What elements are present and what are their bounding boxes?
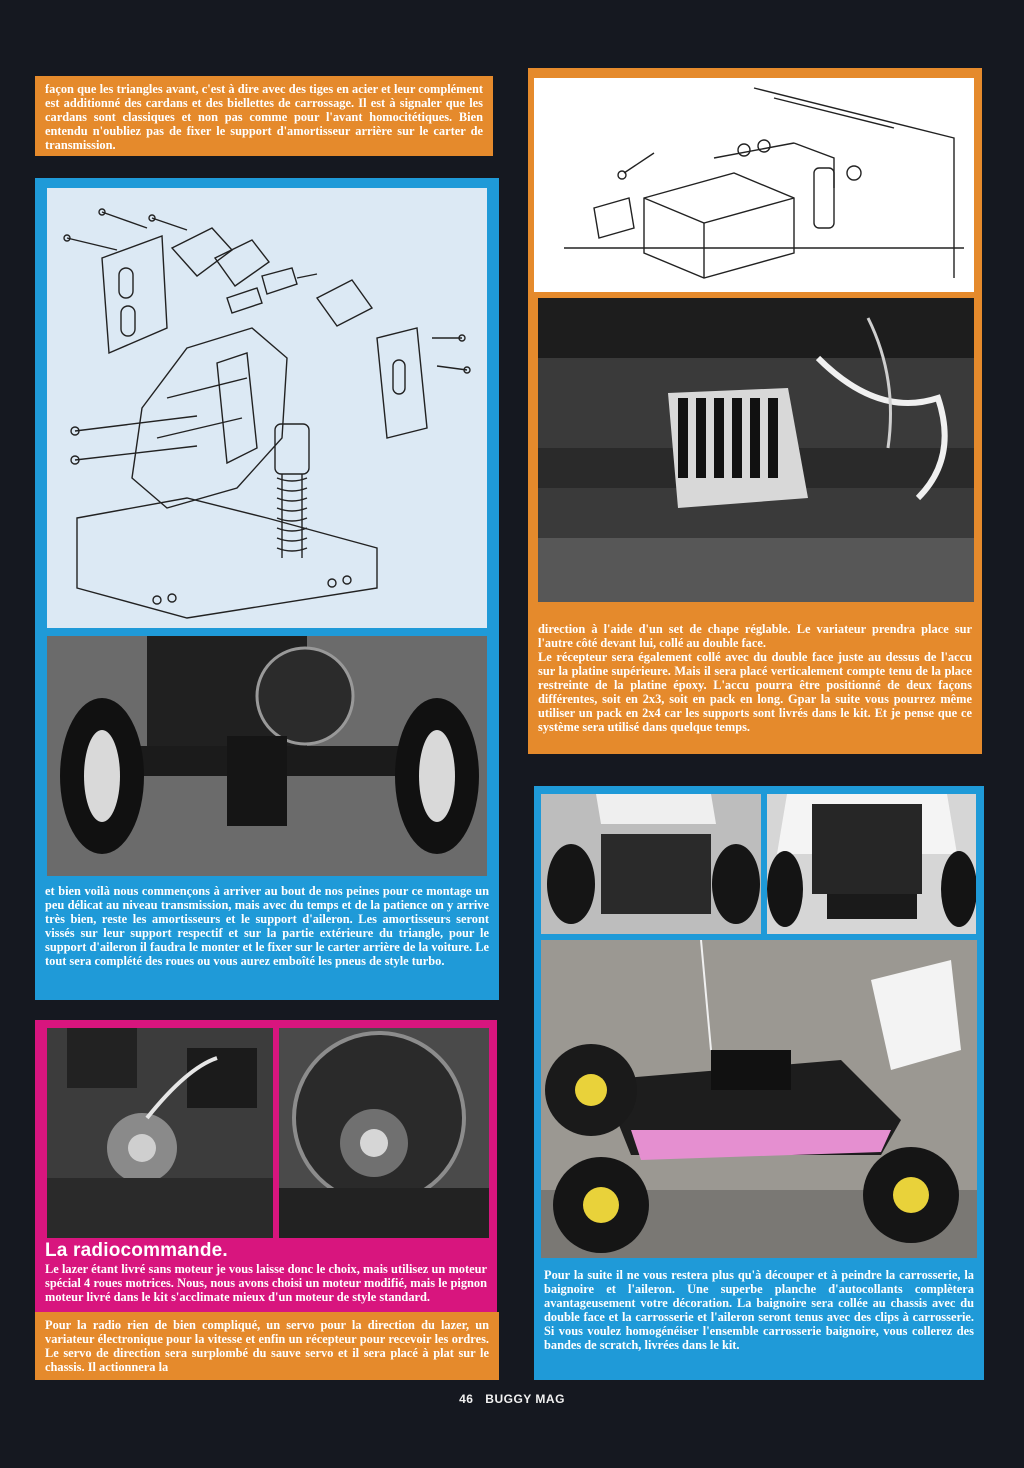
right-blue-text-box xyxy=(534,1262,984,1380)
radio-text: Le lazer étant livré sans moteur je vous laisse donc le choix, mais utilisez un moteur spécial 4 roues motrices. Nous, nous avons choisi un moteur modifié, mais le pignon moteur livré dans le kit s'acclimate mieux d'un moteur de style standard. xyxy=(45,1262,487,1304)
right-orange-text-box xyxy=(528,616,982,754)
page-number: 46 xyxy=(459,1392,474,1406)
page-footer xyxy=(0,1392,1024,1406)
middle-left-text-box xyxy=(35,878,499,998)
buggy-front-photo xyxy=(541,794,761,934)
steering-servo-photo xyxy=(47,1028,273,1238)
right-blue-text: Pour la suite il ne vous restera plus qu'à découper et à peindre la carrosserie, la baignoire et l'aileron. Une superbe planche d'autocollants complètera avantageusement votre décoration. La baignoire sera collée au chassis avec du double face et la carrosserie et l'aileron seront tenus avec des clips à carrosserie. Si vous voulez homogénéiser l'ensemble carrosserie baignoire, vous collerez des bandes de scratch, livrées dans le kit. xyxy=(544,1268,974,1352)
magazine-name: BUGGY MAG xyxy=(485,1392,565,1406)
rear-suspension-diagram xyxy=(47,188,487,628)
receiver-install-diagram xyxy=(534,78,974,292)
finished-buggy-photo xyxy=(541,940,977,1258)
radio-heading: La radiocommande. xyxy=(45,1240,228,1261)
radio-text-box xyxy=(35,1240,497,1312)
bottom-left-text-box xyxy=(35,1312,499,1380)
top-left-text: façon que les triangles avant, c'est à dire avec des tiges en acier et leur complément est additionné des cardans et des biellettes de carrossage. Il est à signaler que les cardans sont classiques et non pas comme pour l'avant homocitétiques. Bien entendu n'oubliez pas de fixer le support d'amortisseur arrière sur le carter de transmission. xyxy=(45,82,483,152)
rear-axle-photo xyxy=(47,636,487,876)
spur-gear-photo xyxy=(279,1028,489,1238)
bottom-left-text: Pour la radio rien de bien compliqué, un servo pour la direction du lazer, un variateur électronique pour la vitesse et enfin un récepteur pour recevoir les ordres. Le servo de direction sera surplombé du sauve servo et il sera placé à plat sur le chassis. Il actionnera la xyxy=(45,1318,489,1374)
top-left-text-box xyxy=(35,76,493,156)
right-orange-text: direction à l'aide d'un set de chape réglable. Le variateur prendra place sur l'autre côté devant lui, collé au double face. Le récepteur sera également collé avec du double face juste au dessus de l'accu sur la platine supérieure. Mais il sera placé verticalement compte tenu de la place restreinte de la platine époxy. L'accu pourra être positionné de deux façons différentes, soit en 2x3, soit en pack en long. Gpar la suite vous pourrez même utiliser un pack en 2x4 car les supports sont livrés dans le kit. Et je pense que ce système sera utilisé dans quelque temps. xyxy=(538,622,972,734)
buggy-rear-photo xyxy=(767,794,976,934)
speed-controller-photo xyxy=(538,298,974,602)
middle-left-text: et bien voilà nous commençons à arriver au bout de nos peines pour ce montage un peu délicat au niveau transmission, mais avec du temps et de la patience on y arrive très bien, reste les amortisseurs et le support d'aileron. Les amortisseurs seront vissés sur leur support respectif et sur la partie extérieure du triangle, pour le support d'aileron il faudra le monter et le fixer sur le carter arrière de la voiture. Le tout sera complété des roues ou vous aurez emboîté les pneus de style turbo. xyxy=(45,884,489,968)
